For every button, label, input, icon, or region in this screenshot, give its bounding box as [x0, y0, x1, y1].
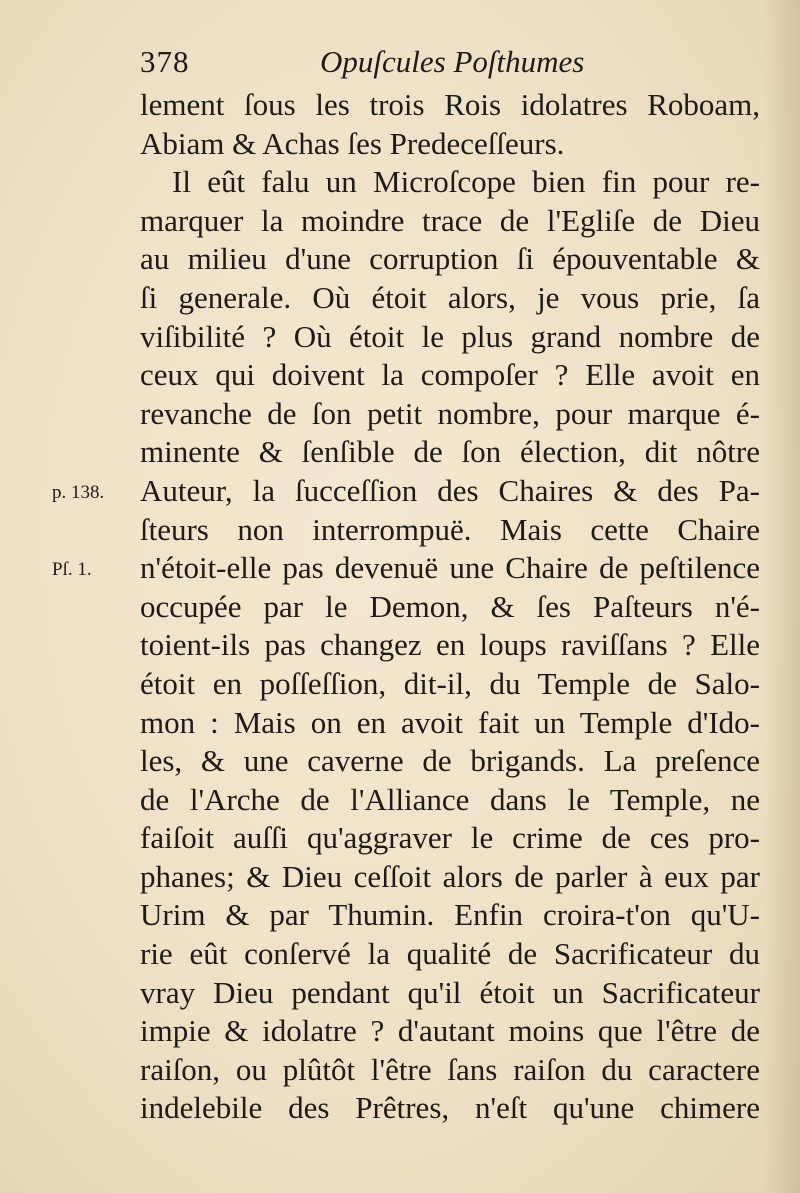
text-line: Auteur, la ſucceſſion des Chaires & des Pa- [140, 472, 760, 508]
text-line: faiſoit auſſi qu'aggraver le crime de ces pro- [140, 820, 760, 856]
text-line: marquer la moindre trace de l'Egliſe de Dieu [140, 202, 760, 238]
text-line: rie eût conſervé la qualité de Sacrificateur du [140, 936, 760, 972]
text-line: Abiam & Achas ſes Predeceſſeurs. [140, 125, 565, 161]
text-line: au milieu d'une corruption ſi épouventable & [140, 241, 760, 277]
text-line: Il eût falu un Microſcope bien fin pour re- [172, 164, 760, 200]
text-line: impie & idolatre ? d'autant moins que l'être de [140, 1013, 760, 1049]
text-line: minente & ſenſible de ſon élection, dit nôtre [140, 434, 760, 470]
page-title: Opuſcules Poſthumes [320, 44, 585, 79]
text-line: ceux qui doivent la compoſer ? Elle avoit en [140, 357, 760, 393]
text-line: n'étoit-elle pas devenuë une Chaire de peſtilence [140, 550, 760, 586]
text-line: phanes; & Dieu ceſſoit alors de parler à eux par [140, 858, 760, 894]
text-line: ſteurs non interrompuë. Mais cette Chaire [140, 511, 760, 547]
text-line: ſi generale. Où étoit alors, je vous prie, ſa [140, 279, 760, 315]
text-line: Urim & par Thumin. Enfin croira-t'on qu'U- [140, 897, 760, 933]
page-edge-shadow [764, 0, 800, 1193]
text-line: vray Dieu pendant qu'il étoit un Sacrificateur [140, 974, 760, 1010]
text-line: indelebile des Prêtres, n'eſt qu'une chimere [140, 1090, 760, 1126]
margin-note-page-ref: p. 138. [52, 482, 105, 503]
text-line: occupée par le Demon, & ſes Paſteurs n'é- [140, 588, 760, 624]
body-text [140, 86, 760, 1128]
text-line: raiſon, ou plûtôt l'être ſans raiſon du caractere [140, 1051, 760, 1087]
running-head [140, 40, 660, 86]
text-line: étoit en poſſeſſion, dit-il, du Temple de Salo- [140, 665, 760, 701]
text-line: mon : Mais on en avoit fait un Temple d'Ido- [140, 704, 760, 740]
page-number: 378 [140, 44, 190, 79]
margin-note-psalm-ref: Pſ. 1. [52, 559, 92, 580]
text-line: les, & une caverne de brigands. La preſence [140, 743, 760, 779]
text-line: de l'Arche de l'Alliance dans le Temple, ne [140, 781, 760, 817]
text-line: toient-ils pas changez en loups raviſſans ? Elle [140, 627, 760, 663]
text-line: viſibilité ? Où étoit le plus grand nombre de [140, 318, 760, 354]
text-line: revanche de ſon petit nombre, pour marque é- [140, 395, 760, 431]
text-line: lement ſous les trois Rois idolatres Roboam, [140, 87, 760, 122]
